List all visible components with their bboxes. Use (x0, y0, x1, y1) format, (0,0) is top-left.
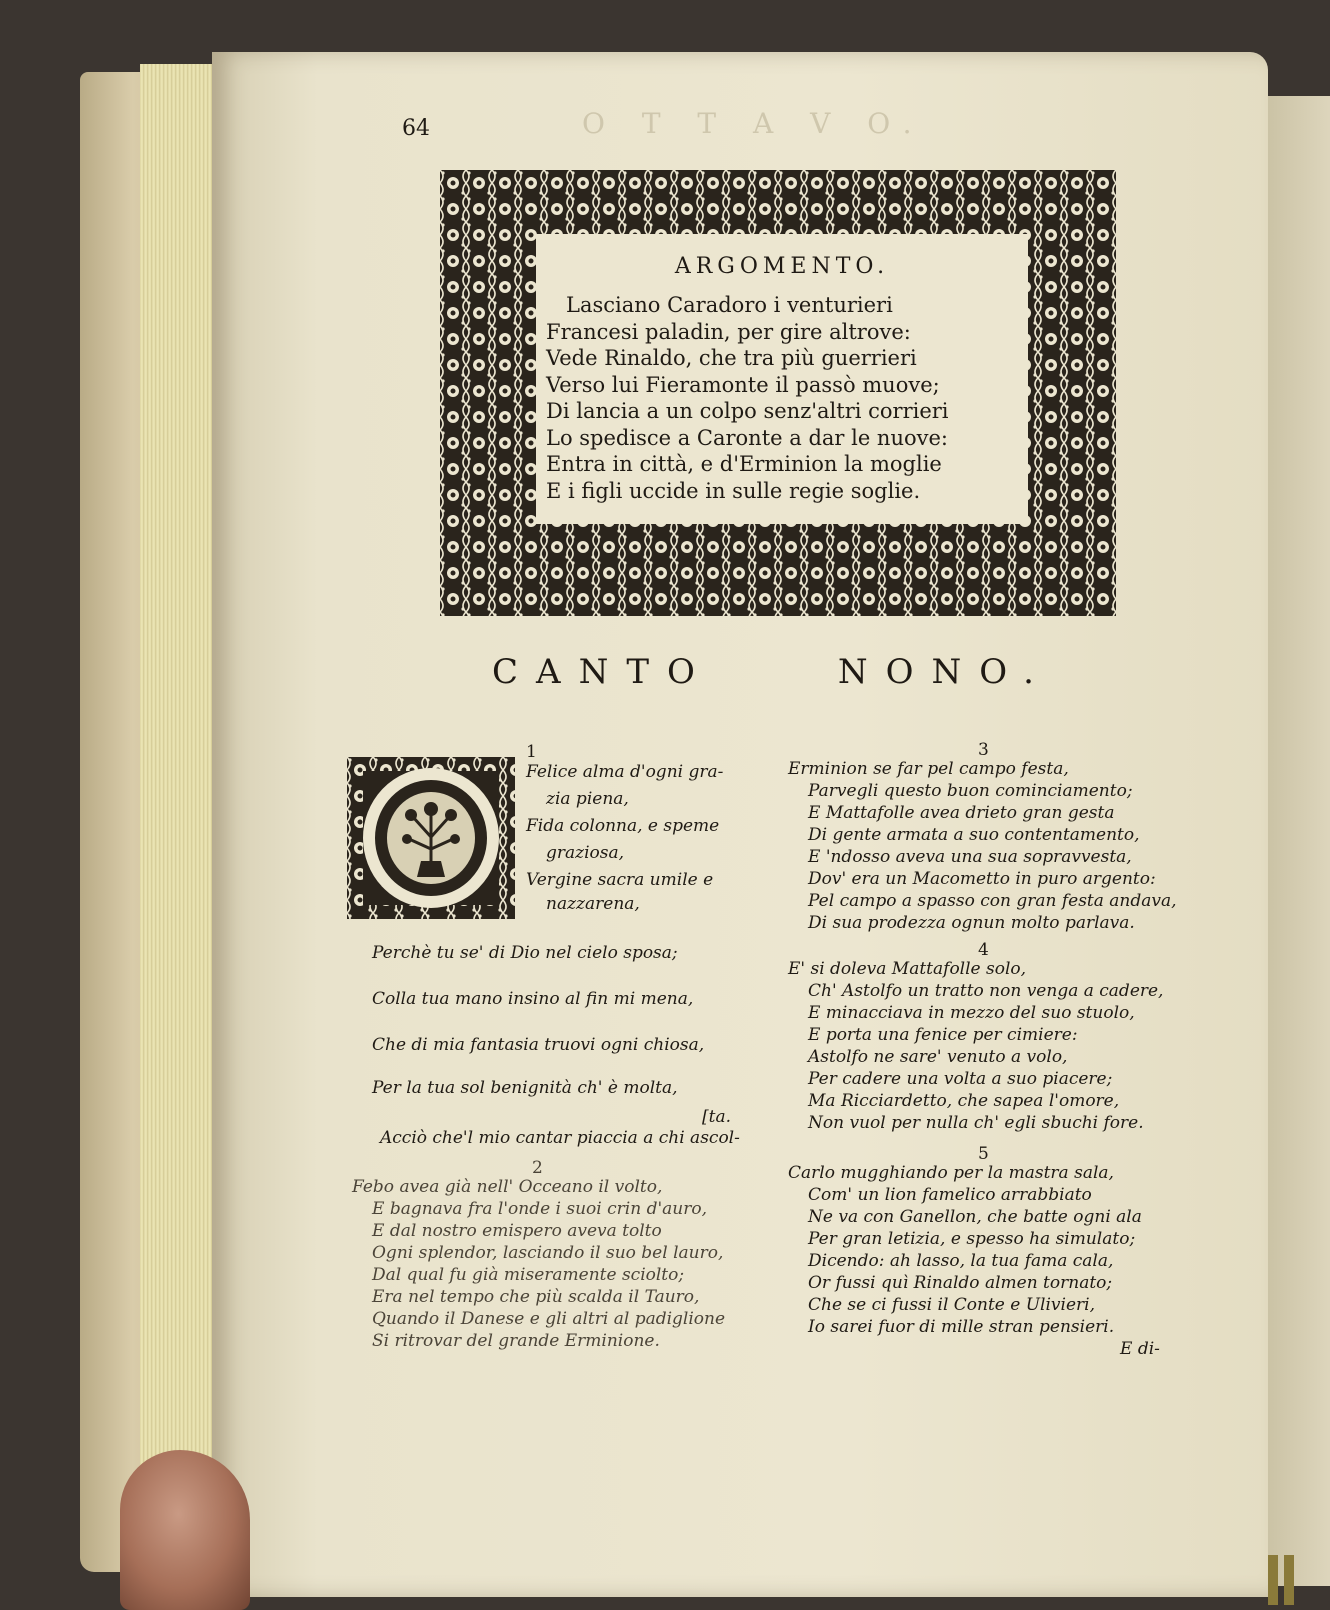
canto-word: NONO. (837, 652, 1052, 692)
argomento-line: Di lancia a un colpo senz'altri corrieri (546, 399, 949, 423)
verse-line: Or fussi quì Rinaldo almen tornato; (808, 1273, 1113, 1293)
verse-line: zia piena, (546, 789, 629, 809)
verse-line: Che di mia fantasia truovi ogni chiosa, (372, 1035, 705, 1055)
verse-line: Per gran letizia, e spesso ha simulato; (808, 1229, 1136, 1249)
bleed-through-text: O T T A V O. (582, 107, 926, 140)
verse-line: Astolfo ne sare' venuto a volo, (808, 1047, 1068, 1067)
argomento-line: Vede Rinaldo, che tra più guerrieri (546, 346, 917, 370)
verse-line: E minacciava in mezzo del suo stuolo, (808, 1003, 1135, 1023)
verse-line: Io sarei fuor di mille stran pensieri. (808, 1317, 1115, 1337)
verse-line: Per la tua sol benignità ch' è molta, (372, 1078, 678, 1098)
bookmark-ribbon (1284, 1555, 1294, 1605)
stanza-5 (788, 1146, 1160, 1360)
canto-word: CANTO (492, 652, 713, 692)
verse-line: E porta una fenice per cimiere: (808, 1025, 1078, 1045)
argomento-panel (536, 234, 1028, 524)
ornament-frame (440, 170, 1116, 616)
canto-heading (492, 652, 1052, 692)
verse-line: Felice alma d'ogni gra- (526, 762, 724, 782)
argomento-line: Verso lui Fieramonte il passò muove; (546, 372, 940, 397)
verse-line: E dal nostro emispero aveva tolto (372, 1221, 662, 1241)
argomento-line: Entra in città, e d'Erminion la moglie (546, 452, 942, 476)
stanza-number: 2 (532, 1158, 543, 1178)
page-number: 64 (402, 116, 430, 141)
verse-line: E Mattafolle avea drieto gran gesta (808, 803, 1115, 823)
verse-line: Non vuol per nulla ch' egli sbuchi fore. (808, 1113, 1144, 1133)
verse-line: Ch' Astolfo un tratto non venga a cadere, (808, 981, 1164, 1001)
stanza-3 (788, 742, 1177, 934)
verse-line: Dicendo: ah lasso, la tua fama cala, (808, 1251, 1114, 1271)
verse-line: Dov' era un Macometto in puro argento: (808, 869, 1156, 889)
stanza-1-wrap (526, 744, 723, 916)
stanza-4 (788, 942, 1163, 1134)
verse-line: E bagnava fra l'onde i suoi crin d'auro, (372, 1199, 707, 1219)
verse-line: Si ritrovar del grande Erminione. (372, 1331, 660, 1351)
verse-line: Per cadere una volta a suo piacere; (808, 1069, 1113, 1089)
argomento-line: Lasciano Caradoro i venturieri (566, 293, 893, 317)
decorated-initial-icon (347, 757, 515, 919)
stanza-number: 5 (978, 1144, 989, 1164)
catchword: E di- (1120, 1339, 1160, 1359)
argomento-title: ARGOMENTO. (674, 254, 890, 279)
verse-line: Erminion se far pel campo festa, (788, 759, 1069, 779)
verse-line: [ta. (702, 1107, 732, 1127)
stanza-2 (352, 1160, 725, 1352)
verse-line: Fida colonna, e speme (526, 816, 720, 836)
stanza-number: 1 (526, 742, 537, 762)
verse-line: Com' un lion famelico arrabbiato (808, 1185, 1092, 1205)
verse-line: Pel campo a spasso con gran festa andava, (808, 891, 1177, 911)
verse-line: E 'ndosso aveva una sua sopravvesta, (808, 847, 1132, 867)
verse-line: Ogni splendor, lasciando il suo bel lauro, (372, 1243, 724, 1263)
verse-line: nazzarena, (546, 894, 640, 914)
stanza-1-body (372, 930, 740, 1150)
verse-line: graziosa, (546, 843, 625, 863)
page-edges (140, 64, 216, 1534)
verse-line: Acciò che'l mio cantar piaccia a chi ascol- (380, 1128, 740, 1148)
verse-line: Era nel tempo che più scalda il Tauro, (372, 1287, 700, 1307)
verse-line: E' si doleva Mattafolle solo, (788, 959, 1027, 979)
verse-line: Febo avea già nell' Occeano il volto, (352, 1177, 663, 1197)
verse-line: Parvegli questo buon cominciamento; (808, 781, 1133, 801)
argomento-verses (546, 292, 949, 504)
verse-line: Vergine sacra umile e (526, 870, 714, 890)
verse-line: Di gente armata a suo contentamento, (808, 825, 1140, 845)
bookmark-ribbon (1268, 1555, 1278, 1605)
stanza-number: 4 (978, 940, 989, 960)
argomento-line: Francesi paladin, per gire altrove: (546, 319, 911, 344)
argomento-line: E i figli uccide in sulle regie soglie. (546, 478, 921, 503)
thumb (120, 1450, 250, 1610)
facing-page-edge (1262, 96, 1330, 1586)
verse-line: Che se ci fussi il Conte e Ulivieri, (808, 1295, 1095, 1315)
verse-line: Colla tua mano insino al fin mi mena, (372, 989, 694, 1009)
verse-line: Dal qual fu già miseramente sciolto; (372, 1265, 685, 1285)
verse-line: Quando il Danese e gli altri al padiglione (372, 1309, 726, 1329)
verse-line: Perchè tu se' di Dio nel cielo sposa; (372, 943, 678, 963)
verse-line: Ne va con Ganellon, che batte ogni ala (808, 1207, 1142, 1227)
book-page (212, 52, 1268, 1597)
verse-line: Carlo mugghiando per la mastra sala, (788, 1163, 1114, 1183)
argomento-line: Lo spedisce a Caronte a dar le nuove: (546, 425, 948, 450)
stanza-number: 3 (978, 740, 989, 760)
verse-line: Di sua prodezza ognun molto parlava. (808, 913, 1135, 933)
verse-line: Ma Ricciardetto, che sapea l'omore, (808, 1091, 1120, 1111)
